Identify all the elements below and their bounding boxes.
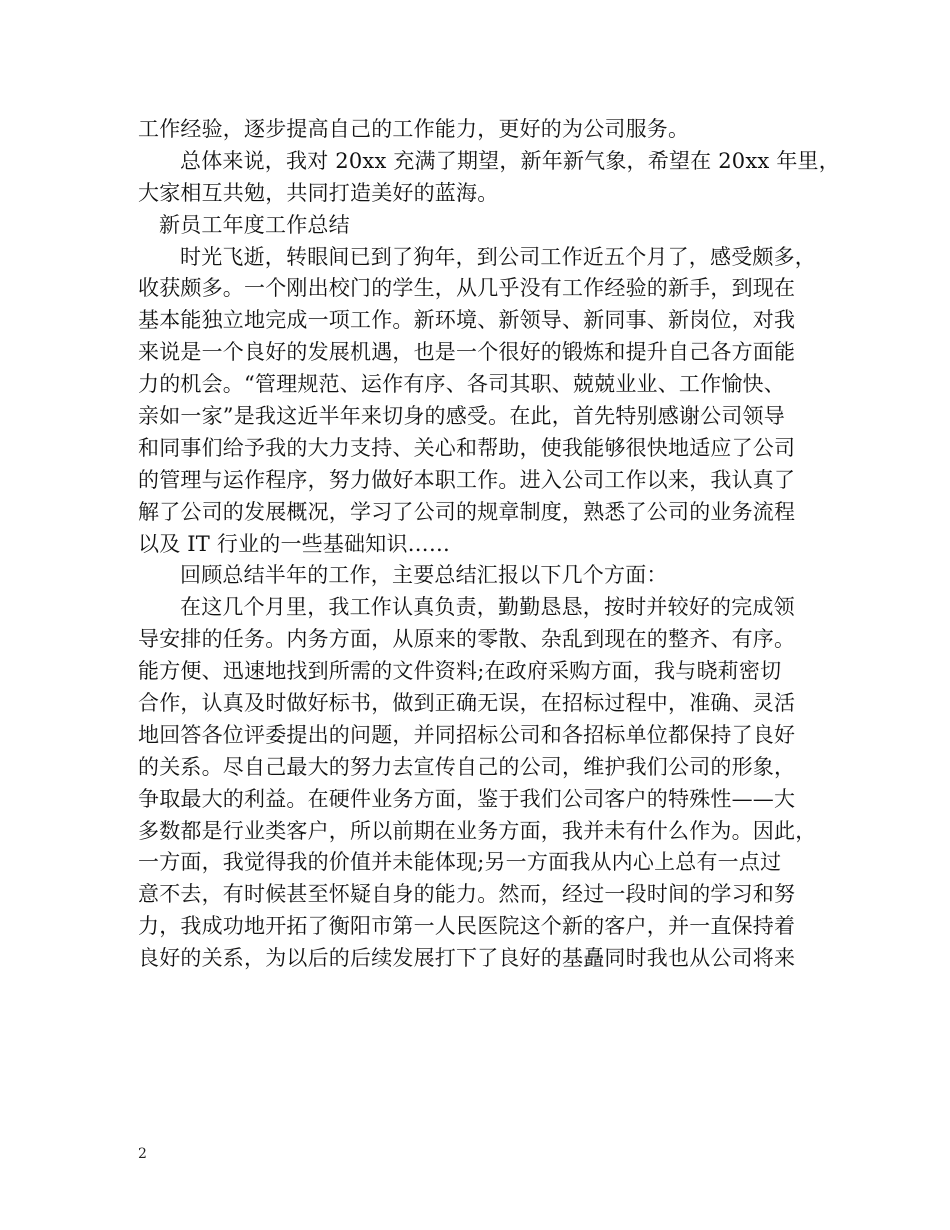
paragraph-1-line-1: 工作经验，逐步提高自己的工作能力，更好的为公司服务。 [138,117,690,141]
paragraph-4-line-1: 时光飞逝，转眼间已到了狗年，到公司工作近五个月了，感受颇多， [180,244,816,269]
paragraph-4-line-10: 以及 IT 行业的一些基础知识…… [138,531,451,556]
paragraph-4-line-7: 和同事们给予我的大力支持、关心和帮助，使我能够很快地适应了公司 [138,435,796,460]
paragraph-4-line-2: 收获颇多。一个刚出校门的学生，从几乎没有工作经验的新手，到现在 [138,276,796,301]
paragraph-6-line-12: 良好的关系，为以后的后续发展打下了良好的基矗同时我也从公司将来 [138,946,796,971]
paragraph-6-line-11: 力，我成功地开拓了衡阳市第一人民医院这个新的客户，并一直保持着 [138,914,796,939]
paragraph-4-line-9: 解了公司的发展概况，学习了公司的规章制度，熟悉了公司的业务流程 [138,499,796,524]
paragraph-4-line-4: 来说是一个良好的发展机遇，也是一个很好的锻炼和提升自己各方面能 [138,340,796,365]
paragraph-4-line-8: 的管理与运作程序，努力做好本职工作。进入公司工作以来，我认真了 [138,467,796,492]
paragraph-6-line-8: 多数都是行业类客户，所以前期在业务方面，我并未有什么作为。因此， [138,818,817,843]
paragraph-4-line-3: 基本能独立地完成一项工作。新环境、新领导、新同事、新岗位，对我 [138,308,796,333]
paragraph-6-line-5: 地回答各位评委提出的问题，并同招标公司和各招标单位都保持了良好 [138,722,796,747]
paragraph-6-line-1: 在这几个月里，我工作认真负责，勤勤恳恳，按时并较好的完成领 [180,595,795,620]
page-number: 2 [138,1146,147,1162]
paragraph-2-line-1: 总体来说，我对 20xx 充满了期望，新年新气象，希望在 20xx 年里， [180,148,840,173]
paragraph-6-line-10: 意不去，有时候甚至怀疑自身的能力。然而，经过一段时间的学习和努 [138,882,796,907]
paragraph-6-line-2: 导安排的任务。内务方面，从原来的零散、杂乱到现在的整齐、有序。 [138,627,796,652]
paragraph-6-line-3: 能方便、迅速地找到所需的文件资料;在政府采购方面，我与晓莉密切 [138,659,782,684]
document-body [138,114,840,975]
paragraph-5-line-1: 回顾总结半年的工作，主要总结汇报以下几个方面： [180,563,668,588]
paragraph-4-line-6: 亲如一家”是我这近半年来切身的感受。在此，首先特别感谢公司领导 [138,404,785,429]
paragraph-6-line-9: 一方面，我觉得我的价值并未能体现;另一方面我从内心上总有一点过 [138,850,782,875]
paragraph-2-line-2: 大家相互共勉，共同打造美好的蓝海。 [138,180,499,205]
section-heading: 新员工年度工作总结 [159,212,350,237]
paragraph-6-line-7: 争取最大的利益。在硬件业务方面，鉴于我们公司客户的特殊性——大 [138,786,796,811]
paragraph-4-line-5: 力的机会。“管理规范、运作有序、各司其职、兢兢业业、工作愉快、 [138,372,785,397]
paragraph-6-line-4: 合作，认真及时做好标书，做到正确无误，在招标过程中，准确、灵活 [138,691,796,716]
paragraph-6-line-6: 的关系。尽自己最大的努力去宣传自己的公司，维护我们公司的形象， [138,754,796,779]
